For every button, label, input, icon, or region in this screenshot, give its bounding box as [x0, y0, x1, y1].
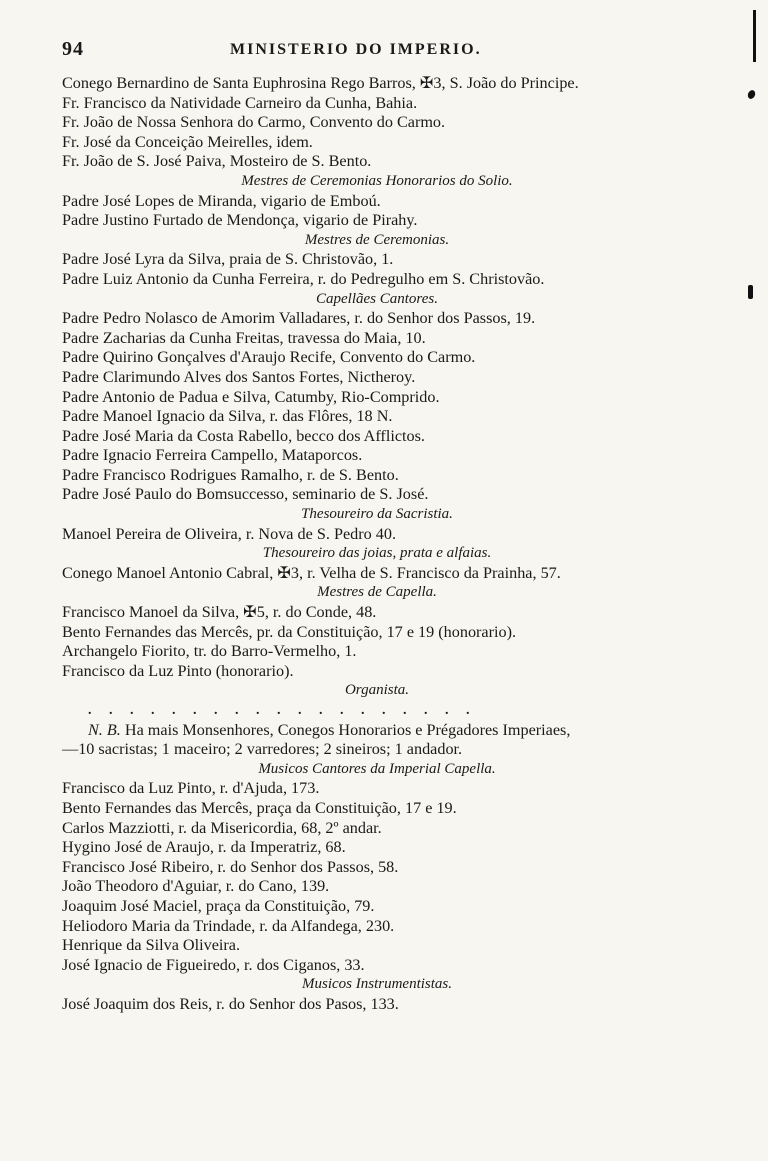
directory-entry: Padre José Maria da Costa Rabello, becco dos Afflictos. — [62, 426, 425, 445]
section-heading: Thesoureiro da Sacristia. — [301, 506, 453, 523]
note-label: N. B. — [88, 720, 121, 739]
directory-entry: Fr. João de S. José Paiva, Mosteiro de S. Bento. — [62, 152, 372, 171]
directory-entry: Francisco Manoel da Silva, ✠5, r. do Conde, 48. — [62, 603, 377, 622]
directory-entry: Fr. João de Nossa Senhora do Carmo, Convento do Carmo. — [62, 113, 446, 132]
section-heading: Musicos Instrumentistas. — [302, 976, 452, 993]
directory-entry: Padre José Paulo do Bomsuccesso, seminario de S. José. — [62, 485, 429, 504]
section-heading: Musicos Cantores da Imperial Capella. — [258, 760, 496, 777]
directory-entry: Conego Bernardino de Santa Euphrosina Rego Barros, ✠3, S. João do Principe. — [62, 74, 579, 92]
directory-entry: Hygino José de Araujo, r. da Imperatriz, 68. — [62, 838, 346, 857]
dotted-leader: . . . . . . . . . . . . . . . . . . . — [88, 703, 477, 718]
directory-entry: Padre Ignacio Ferreira Campello, Mataporcos. — [62, 446, 363, 465]
directory-entry: Padre José Lopes de Miranda, vigario de Emboú. — [62, 191, 381, 210]
margin-ink-mark — [753, 10, 756, 62]
section-heading: Mestres de Capella. — [317, 584, 437, 601]
directory-entry: José Joaquim dos Reis, r. do Senhor dos Pasos, 133. — [62, 994, 399, 1013]
page-number: 94 — [62, 38, 84, 60]
section-heading: Thesoureiro das joias, prata e alfaias. — [262, 545, 492, 562]
directory-entry: Francisco da Luz Pinto (honorario). — [62, 661, 294, 680]
directory-entry: Bento Fernandes das Mercês, pr. da Constituição, 17 e 19 (honorario). — [62, 622, 517, 641]
directory-entry: Manoel Pereira de Oliveira, r. Nova de S. Pedro 40. — [62, 524, 397, 543]
page-body — [62, 74, 692, 1015]
directory-entry: Archangelo Fiorito, tr. do Barro-Vermelho, 1. — [62, 642, 357, 661]
section-heading: Mestres de Ceremonias Honorarios do Solio. — [241, 172, 513, 189]
directory-entry: Francisco José Ribeiro, r. do Senhor dos Passos, 58. — [62, 857, 399, 876]
section-heading: Organista. — [344, 682, 410, 699]
directory-entry: Padre Clarimundo Alves dos Santos Fortes, Nictheroy. — [62, 367, 416, 386]
page-header — [62, 38, 686, 64]
directory-entry: Fr. Francisco da Natividade Carneiro da Cunha, Bahia. — [62, 93, 418, 112]
directory-entry: Padre José Lyra da Silva, praia de S. Christovão, 1. — [62, 250, 394, 269]
directory-entry: Padre Luiz Antonio da Cunha Ferreira, r. do Pedregulho em S. Christovão. — [62, 269, 545, 288]
note-line — [62, 721, 692, 741]
directory-entry: Henrique da Silva Oliveira. — [62, 936, 241, 955]
directory-entry: Padre Antonio de Padua e Silva, Catumby, Rio-Comprido. — [62, 387, 440, 406]
directory-entry: —10 sacristas; 1 maceiro; 2 varredores; 2 sineiros; 1 andador. — [62, 740, 463, 759]
directory-entry: Bento Fernandes das Mercês, praça da Constituição, 17 e 19. — [62, 798, 457, 817]
directory-entry: Fr. José da Conceição Meirelles, idem. — [62, 132, 313, 151]
directory-entry: Padre Francisco Rodrigues Ramalho, r. de S. Bento. — [62, 465, 399, 484]
directory-entry: João Theodoro d'Aguiar, r. do Cano, 139. — [62, 877, 330, 896]
directory-entry: Padre Pedro Nolasco de Amorim Valladares, r. do Senhor dos Passos, 19. — [62, 309, 536, 328]
directory-entry: Conego Manoel Antonio Cabral, ✠3, r. Velha de S. Francisco da Prainha, 57. — [62, 563, 561, 582]
directory-entry: Padre Justino Furtado de Mendonça, vigario de Pirahy. — [62, 211, 418, 230]
running-title: MINISTERIO DO IMPERIO. — [230, 41, 482, 58]
directory-entry: Padre Manoel Ignacio da Silva, r. das Flôres, 18 N. — [62, 407, 393, 426]
directory-entry: Francisco da Luz Pinto, r. d'Ajuda, 173. — [62, 779, 320, 798]
directory-entry: Joaquim José Maciel, praça da Constituição, 79. — [62, 896, 375, 915]
directory-entry: Padre Zacharias da Cunha Freitas, travessa do Maia, 10. — [62, 328, 426, 347]
directory-entry: Carlos Mazziotti, r. da Misericordia, 68, 2º andar. — [62, 818, 382, 837]
directory-entry: Heliodoro Maria da Trindade, r. da Alfandega, 230. — [62, 916, 395, 935]
directory-entry: Padre Quirino Gonçalves d'Araujo Recife, Convento do Carmo. — [62, 348, 476, 367]
directory-entry: José Ignacio de Figueiredo, r. dos Ciganos, 33. — [62, 955, 365, 974]
note-text: Ha mais Monsenhores, Conegos Honorarios e Prégadores Imperiaes, — [120, 720, 571, 739]
margin-ink-spot — [746, 89, 756, 100]
margin-ink-spot — [748, 285, 753, 299]
section-heading: Mestres de Ceremonias. — [304, 231, 450, 248]
section-heading: Capellães Cantores. — [316, 290, 438, 307]
